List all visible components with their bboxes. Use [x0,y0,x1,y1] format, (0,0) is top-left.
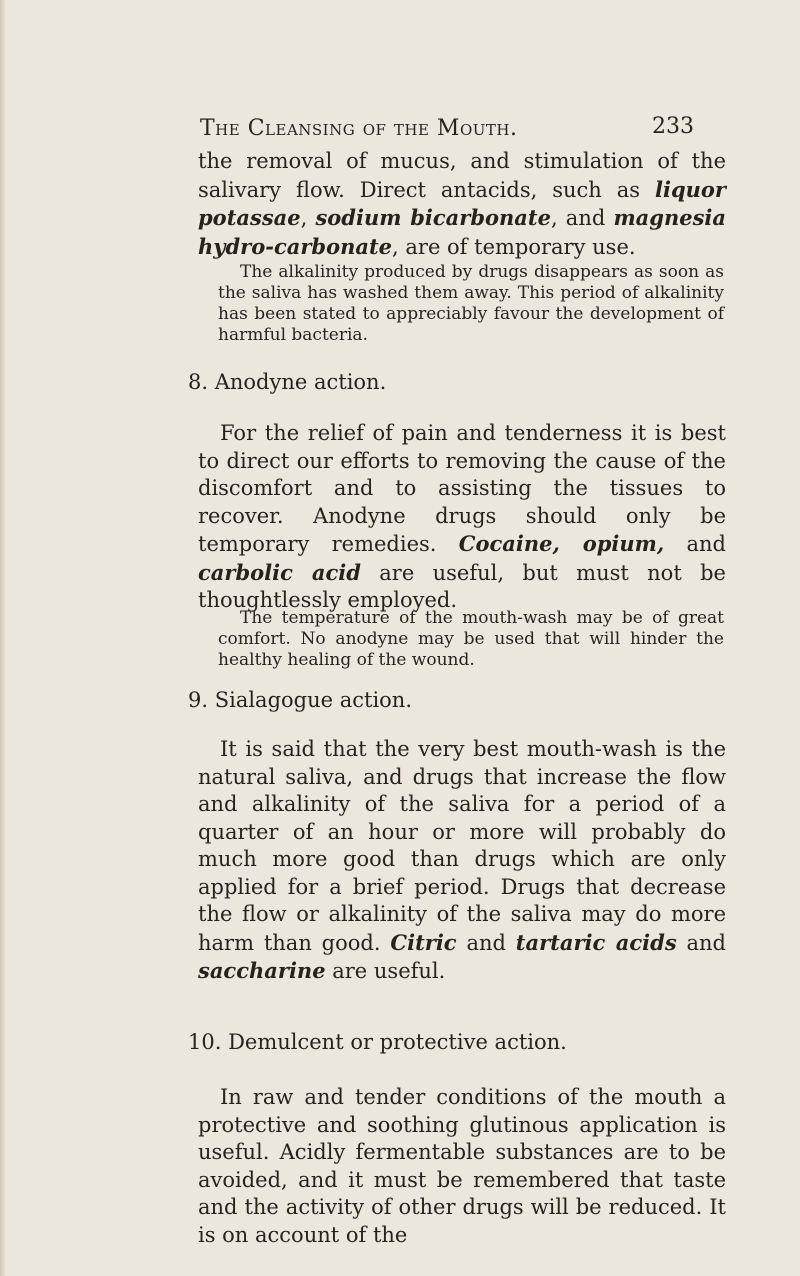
running-head: The Cleansing of the Mouth. [200,116,518,141]
paragraph-anodyne-tail: are useful, but must not be thoughtlessly employed. [198,560,726,612]
separator: , [300,206,316,230]
drug-magnesia: magnesia hydro-carbonate [198,205,726,259]
paragraph-sialagogue-tail: are useful. [325,959,446,983]
separator: and [664,532,726,556]
drug-liquor-potassae: liquor potassae [198,176,726,230]
paragraph-antacids-tail: , are of temporary use. [392,234,636,259]
paragraph-sialagogue-text: It is said that the very best mouth-wash is the natural saliva, and drugs that increase the flow and alkalinity of the saliva for a period of a quarter of an hour or more will probably do much more good than drugs which are only applied for a brief period. Drugs that decrease the flow or alkalinity of the saliva may do more harm than good. [198,737,726,955]
drug-saccharine: saccharine [198,958,326,983]
drug-tartaric-acids: tartaric acids [515,929,677,955]
page-shadow-edge [0,0,6,1276]
heading-anodyne-action: 8. Anodyne action. [188,370,387,394]
heading-sialagogue-action: 9. Sialagogue action. [188,688,413,712]
paragraph-antacids-text: the removal of mucus, and stimulation of the salivary flow. Direct antacids, such as [198,149,726,202]
separator: and [676,930,726,955]
paragraph-sialagogue [198,736,726,986]
paragraph-antacids [198,148,726,261]
separator: and [456,930,516,955]
page-number: 233 [652,114,694,139]
paragraph-anodyne [198,420,726,615]
note-temperature: The temperature of the mouth-wash may be of great comfort. No anodyne may be used that will hinder the healthy healing of the wound. [218,608,724,670]
heading-demulcent-action: 10. Demulcent or protective action. [188,1030,567,1054]
drug-citric: Citric [390,929,457,955]
drug-carbolic-acid: carbolic acid [198,559,361,585]
drugs-cocaine-opium: Cocaine, opium, [458,531,665,556]
separator: , and [550,206,614,230]
paragraph-demulcent: In raw and tender conditions of the mouth a protective and soothing glutinous application is useful. Acidly fermentable substances are to be avoided, and it must be remembered that taste and the activity of other drugs will be reduced. It is on account of the [198,1085,726,1247]
paragraph-anodyne-text: For the relief of pain and tenderness it is best to direct our efforts to removing the cause of the discomfort and to assisting the tissues to recover. Anodyne drugs should only be temporary remedies. [198,421,726,556]
note-alkalinity: The alkalinity produced by drugs disappears as soon as the saliva has washed them away. This period of alkalinity has been stated to appreciably favour the development of harmful bacteria. [218,262,724,345]
drug-sodium-bicarbonate: sodium bicarbonate [315,205,551,230]
